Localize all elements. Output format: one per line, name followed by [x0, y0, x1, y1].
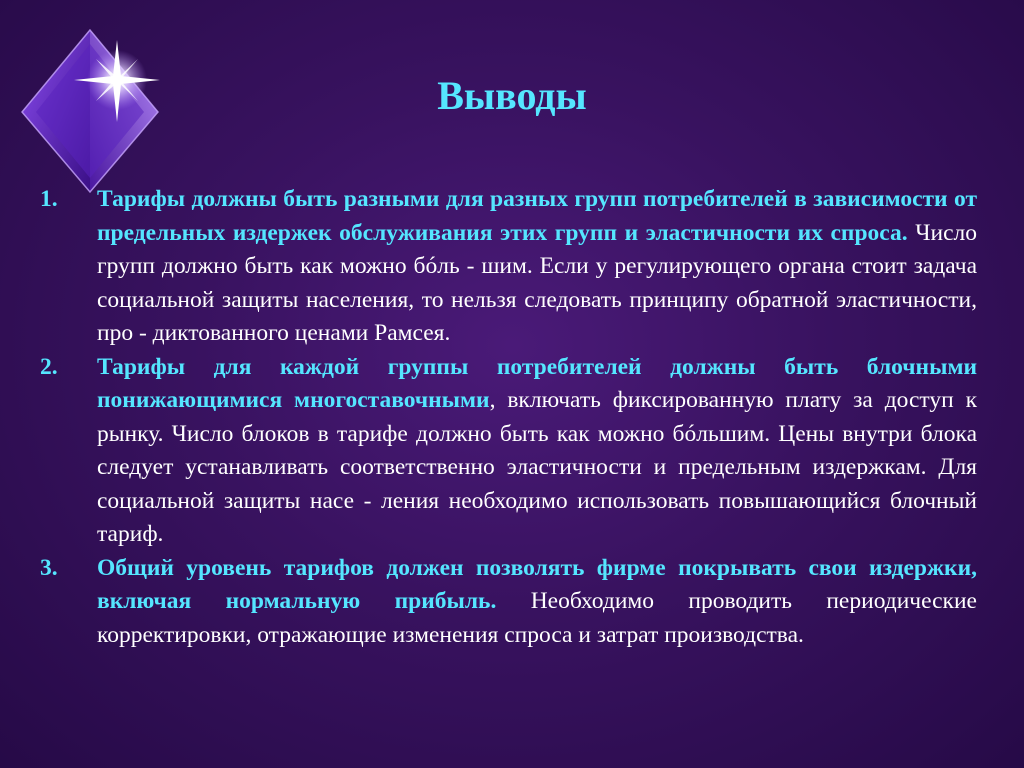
conclusion-item-2 [40, 351, 977, 552]
item-emphasis: Тарифы для каждой группы потребителей должны быть блочными понижающимися многоставочными [97, 353, 977, 413]
item-number: 3. [40, 554, 58, 581]
item-number: 2. [40, 353, 58, 380]
item-text: Число групп должно быть как можно бóль - шим. Если у регулирующего органа стоит задача социальной защиты населения, то нельзя следовать принципу обратной эластичности, про - диктованного ценами Рамсея. [97, 219, 977, 346]
item-text: , включать фиксированную плату за доступ к рынку. Число блоков в тарифе должно быть как можно бóльшим. Цены внутри блока следует устанавливать соответственно эластичности и предельным издержкам. Для социальной защиты насе - ления необходимо использовать повышающийся блочный тариф. [97, 387, 977, 547]
item-number: 1. [40, 186, 58, 212]
conclusion-item-3 [40, 552, 977, 653]
slide-title: Выводы [437, 73, 587, 118]
conclusions-list [40, 183, 977, 652]
item-emphasis: Тарифы должны быть разными для разных групп потребителей в зависимости от предельных издержек обслуживания этих групп и эластичности их спроса. [97, 186, 977, 246]
item-text: Необходимо проводить периодические корректировки, отражающие изменения спроса и затрат производства. [97, 588, 977, 648]
conclusion-item-1 [40, 183, 977, 351]
item-emphasis: Общий уровень тарифов должен позволять фирме покрывать свои издержки, включая нормальную прибыль. [97, 554, 977, 614]
